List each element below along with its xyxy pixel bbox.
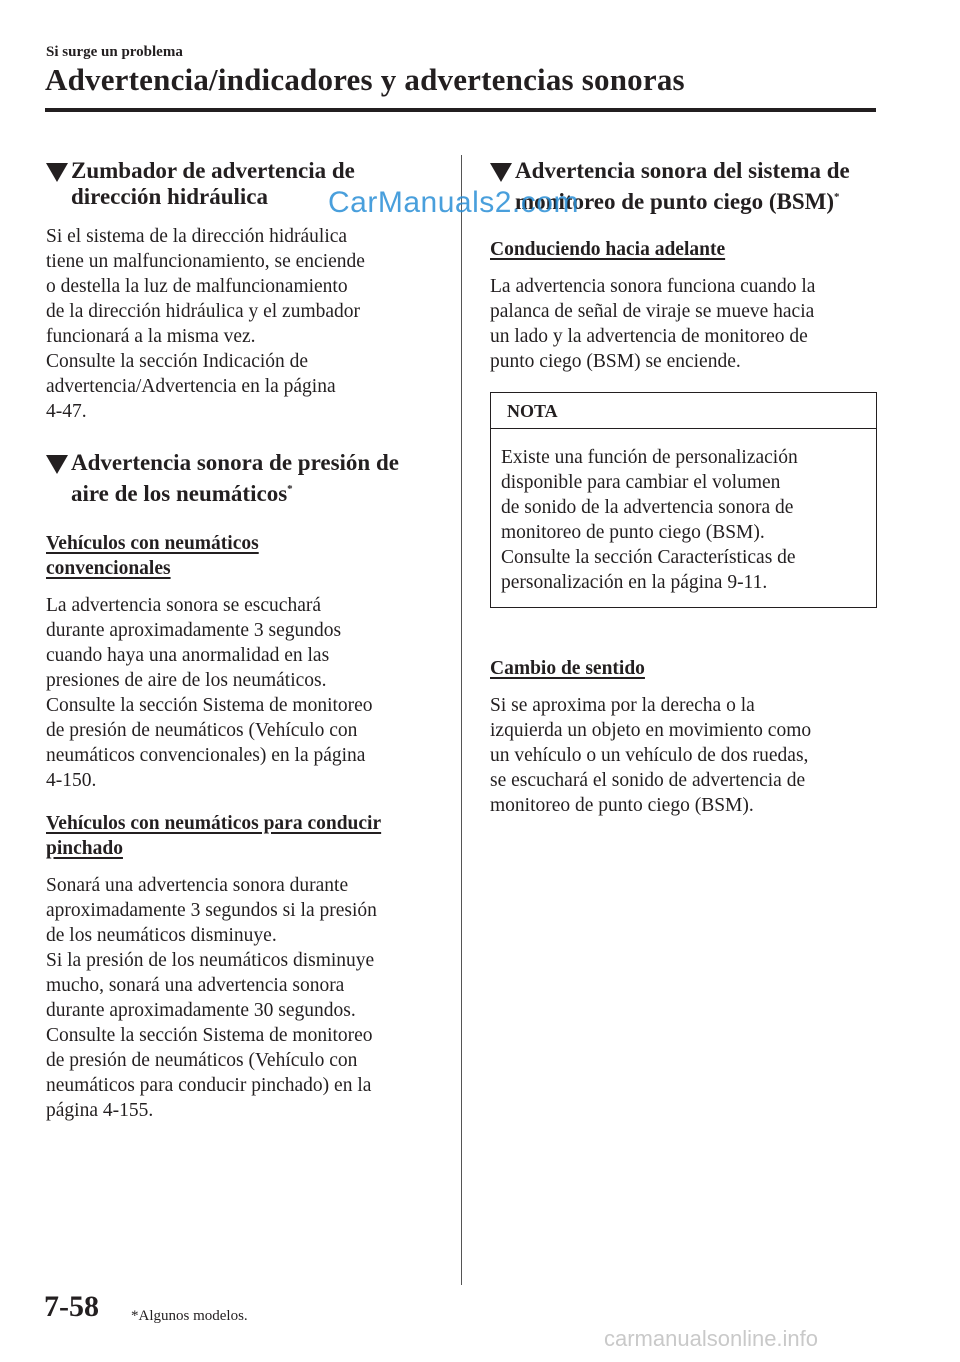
page-title: Advertencia/indicadores y advertencias sonoras (45, 62, 685, 97)
subheading-conventional-tires: Vehículos con neumáticos convencionales (46, 533, 259, 579)
note-body: Existe una función de personalización disponible para cambiar el volumen de sonido de la advertencia sonora de monitoreo de punto ciego (BSM). Consulte la sección Características de personalización en la página 9-11. (501, 447, 798, 593)
section-heading-text: Zumbador de advertencia de dirección hidráulica (71, 158, 355, 209)
note-title: NOTA (491, 393, 876, 429)
footnote-asterisk: * (287, 483, 293, 495)
page-number: 7-58 (44, 1290, 99, 1323)
watermark-top: CarManuals2.com (328, 186, 579, 219)
subheading-runflat-tires: Vehículos con neumáticos para conducir pinchado (46, 813, 382, 859)
left-column (46, 158, 438, 1141)
paragraph-driving-forward: La advertencia sonora funciona cuando la palanca de señal de viraje se mueve hacia un lado y la advertencia de monitoreo de punto ciego (BSM) se enciende. (490, 276, 816, 372)
triangle-bullet-icon (46, 163, 68, 182)
header-rule (45, 108, 876, 112)
section-label: Si surge un problema (46, 44, 183, 60)
subheading-lane-change: Cambio de sentido (490, 658, 645, 679)
section-heading-text: Advertencia sonora de presión de aire de los neumáticos (71, 450, 399, 506)
column-divider (461, 155, 462, 1285)
watermark-bottom: carmanualsonline.info (604, 1326, 819, 1351)
right-column (490, 158, 878, 836)
section-heading-tire-pressure (46, 450, 438, 507)
footnote: *Algunos modelos. (131, 1308, 248, 1324)
section-heading-text: Advertencia sonora del sistema de monitoreo de punto ciego (BSM) (515, 158, 850, 214)
paragraph-lane-change: Si se aproxima por la derecha o la izquierda un objeto en movimiento como un vehículo o un vehículo de dos ruedas, se escuchará el sonido de advertencia de monitoreo de punto ciego (BSM). (490, 695, 812, 816)
paragraph-conventional-tires: La advertencia sonora se escuchará durante aproximadamente 3 segundos cuando haya una anormalidad en las presiones de aire de los neumáticos. Consulte la sección Sistema de monitoreo de presión de neumáticos (Vehículo con neumáticos convencionales) en la página 4-150. (46, 595, 373, 791)
footnote-asterisk: * (834, 191, 840, 203)
triangle-bullet-icon (490, 163, 512, 182)
paragraph-runflat-tires: Sonará una advertencia sonora durante aproximadamente 3 segundos si la presión de los neumáticos disminuye. Si la presión de los neumáticos disminuye mucho, sonará una advertencia sonora durante aproximadamente 30 segundos. Consulte la sección Sistema de monitoreo de presión de neumáticos (Vehículo con neumáticos para conducir pinchado) en la página 4-155. (46, 875, 377, 1121)
triangle-bullet-icon (46, 455, 68, 474)
note-box (490, 392, 877, 608)
subheading-driving-forward: Conduciendo hacia adelante (490, 239, 726, 260)
paragraph-power-steering: Si el sistema de la dirección hidráulica tiene un malfuncionamiento, se enciende o destella la luz de malfuncionamiento de la dirección hidráulica y el zumbador funcionará a la misma vez. Consulte la sección Indicación de advertencia/Advertencia en la página 4-47. (46, 226, 365, 422)
